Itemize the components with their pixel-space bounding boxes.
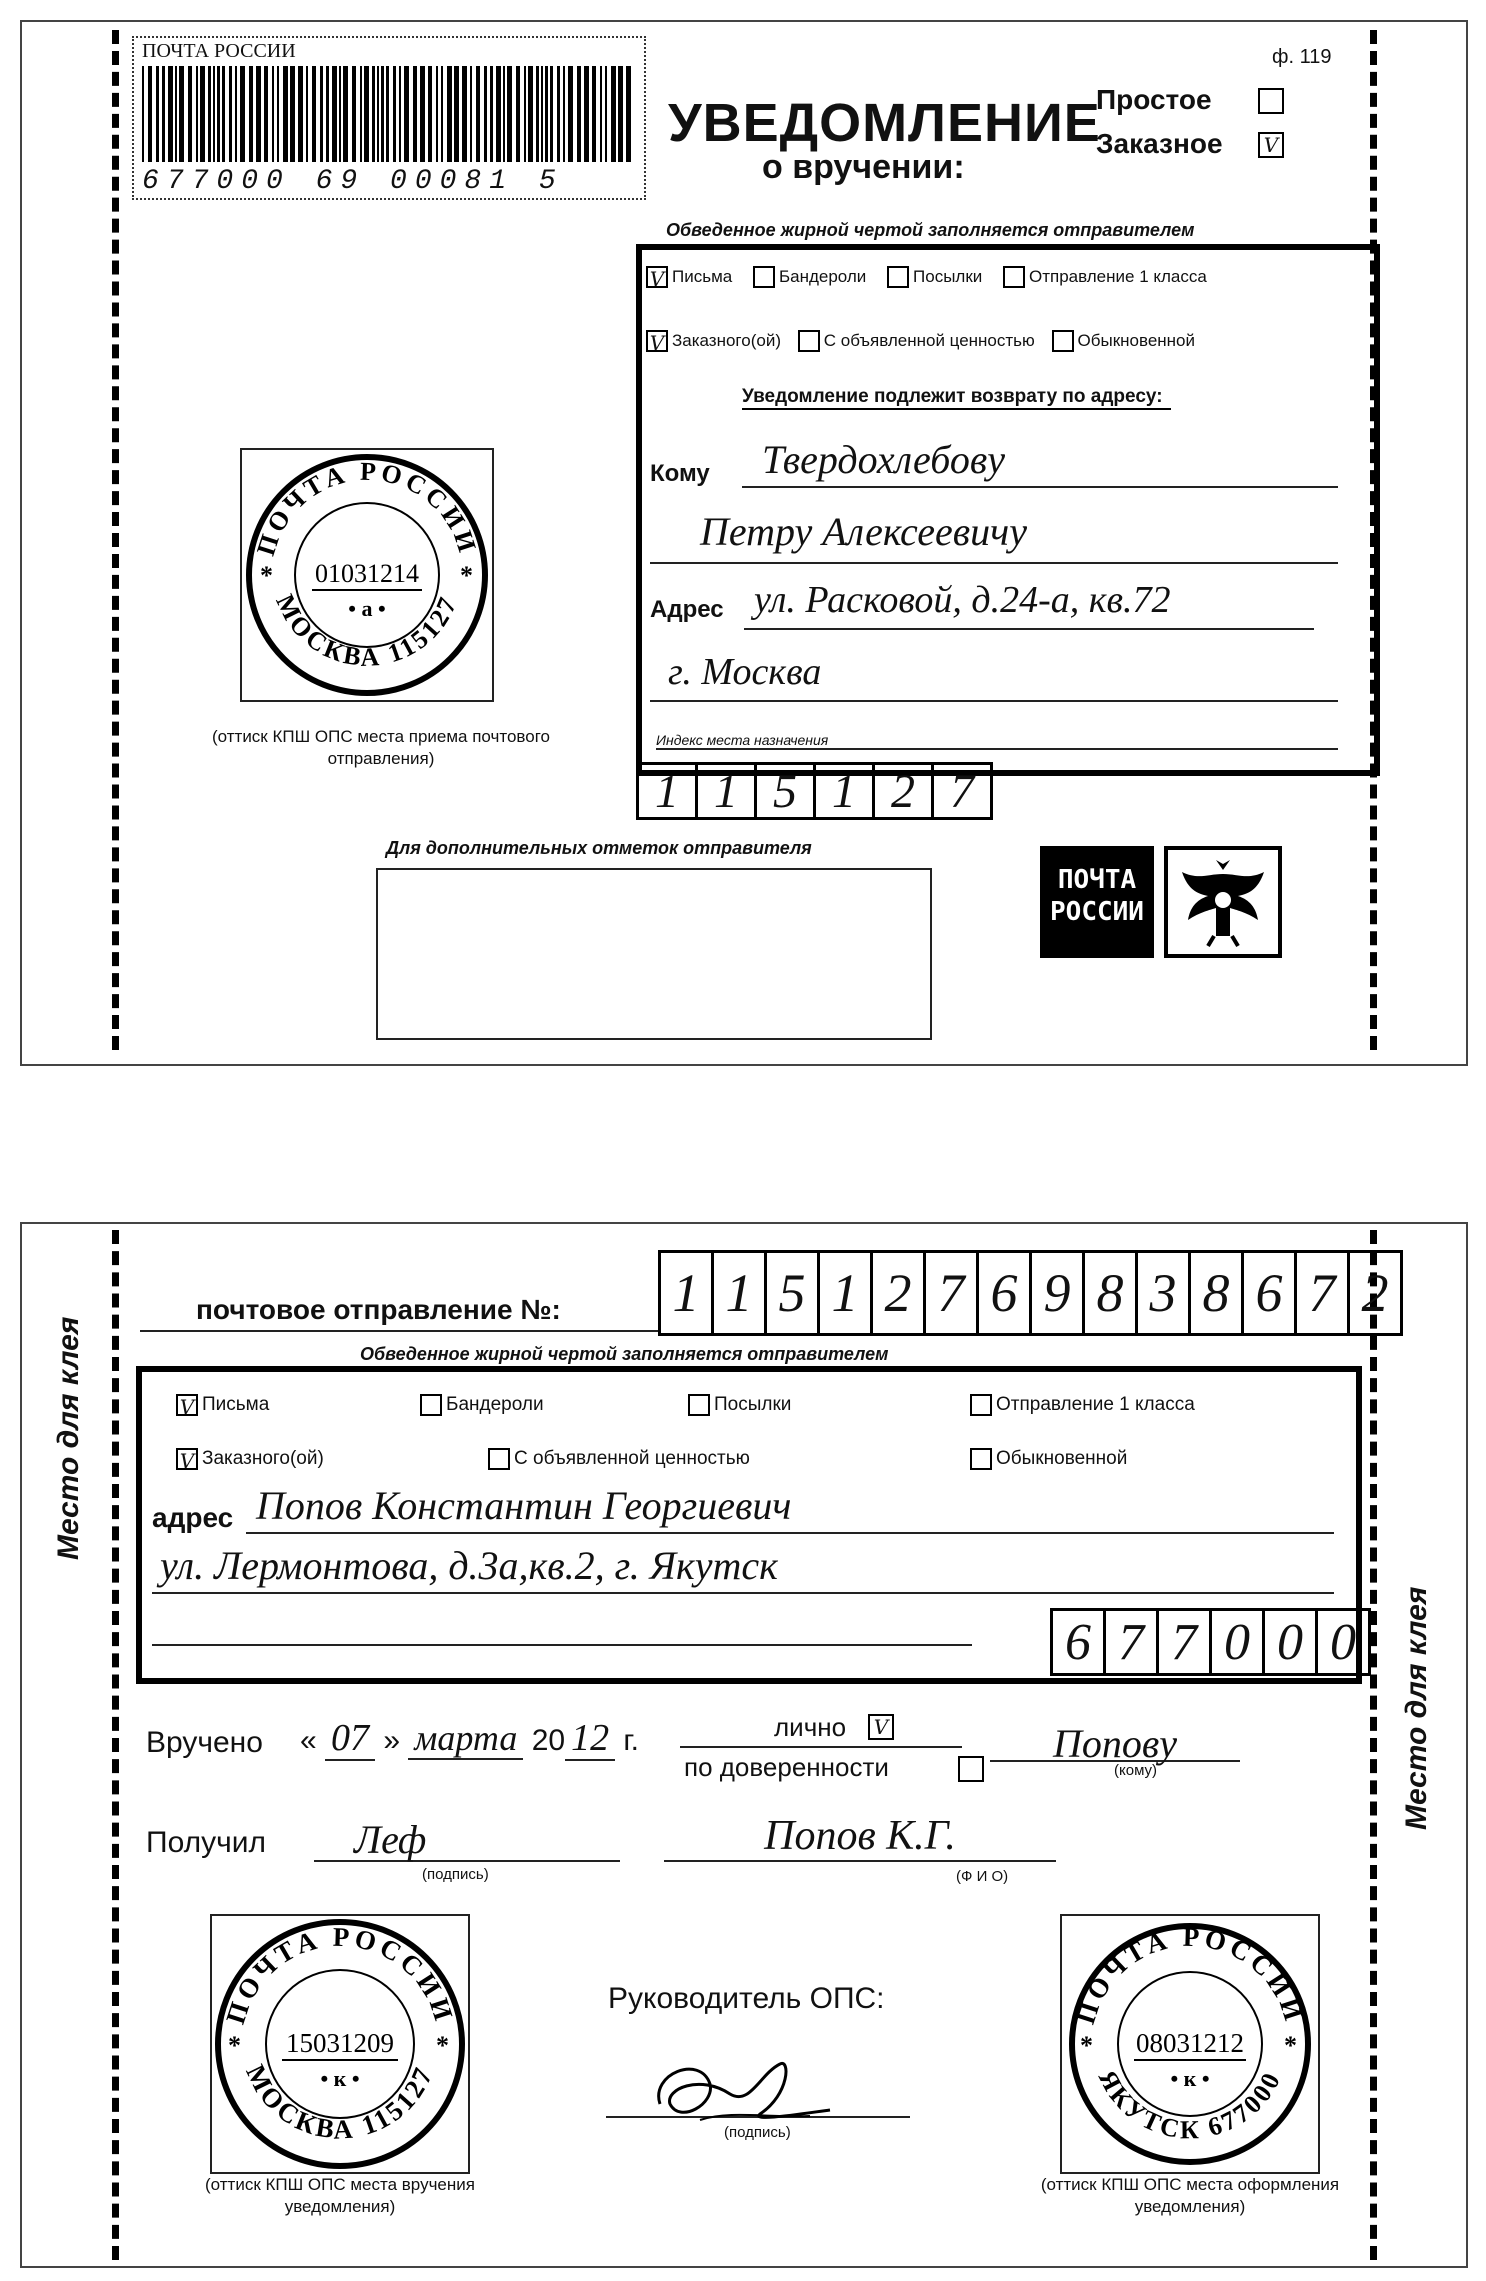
stamp-acceptance-code: • а • xyxy=(348,596,386,621)
barcode-bar xyxy=(229,66,232,162)
stamp-acceptance-caption: (оттиск КПШ ОПС места приема почтового отправления) xyxy=(212,727,550,768)
notice-subtitle: о вручении: xyxy=(762,148,965,186)
stamp-delivery-top: ПОЧТА РОССИИ xyxy=(220,1921,460,2028)
kind-checkbox-ordinary[interactable] xyxy=(1052,330,1074,352)
barcode-bar xyxy=(381,66,384,162)
to-label: Кому xyxy=(650,460,710,487)
post-logo xyxy=(1040,846,1154,958)
svg-text:*: * xyxy=(1284,2031,1297,2060)
stamp-acceptance-bottom: МОСКВА 115127 xyxy=(270,589,464,673)
stamp-formation-caption: (оттиск КПШ ОПС места оформления уведомления) xyxy=(1040,2175,1340,2216)
kind-checkbox-declared-value[interactable] xyxy=(798,330,820,352)
address-line2-field[interactable] xyxy=(650,650,1338,702)
left-fold-line-2 xyxy=(112,1230,119,2260)
digit-box: 7 xyxy=(1297,1250,1350,1336)
to-line1: Твердохлебову xyxy=(762,437,1005,482)
barcode-bar xyxy=(484,66,487,162)
digit-box: 2 xyxy=(875,762,934,820)
digit-box: 1 xyxy=(658,1250,714,1336)
digit-box: 6 xyxy=(1050,1608,1106,1676)
stamp-delivery-graphic xyxy=(212,1916,468,2172)
digit-box: 5 xyxy=(757,762,816,820)
barcode-bar xyxy=(277,66,279,162)
barcode-bar xyxy=(399,66,401,162)
barcode-bar xyxy=(618,66,623,162)
kind2-label-registered: Заказного(ой) xyxy=(202,1448,324,1469)
barcode-bar xyxy=(264,66,268,162)
svg-text:*: * xyxy=(228,2031,241,2060)
item-label-first-class: Отправление 1 класса xyxy=(1029,267,1207,286)
barcode-bar xyxy=(386,66,389,162)
delivered-year[interactable]: 12 xyxy=(565,1717,615,1761)
right-fold-line-2 xyxy=(1370,1230,1377,2260)
eagle-icon xyxy=(1168,850,1278,954)
barcode-bar xyxy=(196,66,198,162)
barcode-bar xyxy=(490,66,493,162)
by-proxy-label: по доверенности xyxy=(684,1752,889,1782)
recipient-field[interactable] xyxy=(990,1720,1240,1766)
kind2-checkbox-declared-value[interactable] xyxy=(488,1448,510,1470)
barcode-bar xyxy=(470,66,472,162)
svg-text:*: * xyxy=(260,561,273,590)
kind-label-declared-value: С объявленной ценностью xyxy=(823,331,1035,350)
digit-box: 8 xyxy=(1191,1250,1244,1336)
item2-checkbox-printed[interactable] xyxy=(420,1394,442,1416)
digit-box: 1 xyxy=(636,762,698,820)
barcode-bar xyxy=(208,66,211,162)
barcode-bar xyxy=(545,66,548,162)
barcode-bar xyxy=(550,66,553,162)
shipment-label: почтовое отправление №: xyxy=(196,1294,561,1325)
digit-box: 7 xyxy=(1106,1608,1159,1676)
barcode-bar xyxy=(377,66,379,162)
digit-box: 1 xyxy=(714,1250,767,1336)
address-label: Адрес xyxy=(650,596,724,623)
digit-box: 2 xyxy=(1350,1250,1403,1336)
item2-label-packages: Посылки xyxy=(714,1394,792,1415)
received-label: Получил xyxy=(146,1826,266,1859)
fio-hint: (Ф И О) xyxy=(956,1868,1009,1885)
personally-checkbox[interactable]: V xyxy=(868,1714,894,1740)
glue-label-right: Место для клея xyxy=(1400,1586,1433,1830)
sender-fill-box xyxy=(636,244,1380,776)
type-registered-checkbox[interactable]: V xyxy=(1258,132,1284,158)
year-suffix: г. xyxy=(623,1724,640,1757)
barcode-bar xyxy=(503,66,505,162)
barcode-bar xyxy=(413,66,417,162)
delivered-month[interactable]: марта xyxy=(408,1718,523,1760)
stamp-delivery-code: • к • xyxy=(320,2066,360,2091)
barcode-bar xyxy=(584,66,589,162)
barcode-bar xyxy=(428,66,432,162)
digit-box: 6 xyxy=(979,1250,1032,1336)
barcode-bar xyxy=(217,66,220,162)
barcode-bar xyxy=(200,66,205,162)
sender-note: Обведенное жирной чертой заполняется отправителем xyxy=(666,220,1195,240)
barcode-bar xyxy=(393,66,396,162)
barcode-bar xyxy=(441,66,443,162)
digit-box: 1 xyxy=(820,1250,873,1336)
barcode-bar xyxy=(175,66,177,162)
barcode-bar xyxy=(283,66,288,162)
quote-close: » xyxy=(383,1724,401,1757)
kind2-checkbox-registered[interactable]: V xyxy=(176,1448,198,1470)
barcode-bar xyxy=(528,66,533,162)
to-line2: Петру Алексеевичу xyxy=(700,509,1027,554)
kinds-row xyxy=(646,330,1196,355)
addr2-line1: Попов Константин Георгиевич xyxy=(256,1483,792,1528)
svg-text:ПОЧТА РОССИИ xyxy=(1070,1922,1310,2028)
item2-label-printed: Бандероли xyxy=(446,1394,544,1415)
barcode-bar xyxy=(536,66,539,162)
barcode-bar xyxy=(592,66,596,162)
digit-box: 8 xyxy=(1085,1250,1138,1336)
head-label: Руководитель ОПС: xyxy=(608,1982,885,2015)
signature-hint: (подпись) xyxy=(422,1866,489,1883)
stamp-formation-date: 08031212 xyxy=(1136,2028,1244,2058)
kind2-checkbox-ordinary[interactable] xyxy=(970,1448,992,1470)
barcode-bar xyxy=(420,66,425,162)
shipment-underline xyxy=(140,1330,660,1332)
addr2-label: адрес xyxy=(152,1502,234,1533)
barcode-bar xyxy=(162,66,165,162)
delivered-day[interactable]: 07 xyxy=(325,1717,375,1761)
item-checkbox-first-class[interactable] xyxy=(1003,266,1025,288)
barcode-bar xyxy=(496,66,501,162)
barcode-bar xyxy=(541,66,543,162)
stamp-acceptance xyxy=(240,448,494,702)
address-line2: г. Москва xyxy=(668,651,822,693)
type-registered-label: Заказное xyxy=(1096,128,1223,159)
delivered-label: Вручено xyxy=(146,1726,263,1759)
barcode-bar xyxy=(256,66,261,162)
left-fold-line xyxy=(112,30,119,1050)
items-row xyxy=(646,266,1207,291)
kind-label-ordinary: Обыкновенной xyxy=(1077,331,1196,350)
barcode-bar xyxy=(148,66,152,162)
stamp-acceptance-top: ПОЧТА РОССИИ xyxy=(251,456,483,560)
received-name: Попов К.Г. xyxy=(764,1813,956,1859)
form-number: ф. 119 xyxy=(1272,46,1332,68)
barcode-bar xyxy=(332,66,337,162)
svg-text:*: * xyxy=(1080,2031,1093,2060)
barcode-bar xyxy=(462,66,467,162)
stamp-formation xyxy=(1060,1914,1320,2174)
barcode-bar xyxy=(557,66,560,162)
received-signature: Леф xyxy=(354,1817,427,1862)
svg-text:*: * xyxy=(436,2031,449,2060)
item-label-letters: Письма xyxy=(672,267,733,286)
type-simple-label: Простое xyxy=(1096,84,1212,115)
barcode-bar xyxy=(372,66,375,162)
addr2-line2: ул. Лермонтова, д.3а,кв.2, г. Якутск xyxy=(160,1543,778,1588)
digit-box: 7 xyxy=(1159,1608,1212,1676)
delivered-year-prefix: 20 xyxy=(531,1724,566,1757)
item2-label-letters: Письма xyxy=(202,1394,270,1415)
barcode-bar xyxy=(240,66,245,162)
barcode-bar xyxy=(156,66,159,162)
kind2-label-declared-value: С объявленной ценностью xyxy=(514,1448,750,1469)
eagle-emblem xyxy=(1164,846,1282,958)
additional-notes-label: Для дополнительных отметок отправителя xyxy=(386,838,812,858)
kind2-label-ordinary: Обыкновенной xyxy=(996,1448,1128,1469)
barcode-bar xyxy=(298,66,303,162)
stamp-acceptance-date: 01031214 xyxy=(315,559,419,588)
stamp-formation-graphic xyxy=(1062,1916,1318,2172)
proxy-separator xyxy=(680,1746,962,1748)
address-line1: ул. Расковой, д.24-а, кв.72 xyxy=(754,579,1171,621)
sender-note-2: Обведенное жирной чертой заполняется отправителем xyxy=(360,1344,889,1364)
barcode-number: 677000 69 00081 5 xyxy=(142,166,564,197)
barcode-bar xyxy=(290,66,295,162)
address-line1-field[interactable] xyxy=(744,578,1314,630)
index2-digits[interactable] xyxy=(1050,1608,1371,1670)
addr2-line3-field[interactable] xyxy=(152,1604,972,1646)
head-signature-hint: (подпись) xyxy=(724,2124,791,2141)
barcode-bar xyxy=(436,66,438,162)
kind-checkbox-registered[interactable]: V xyxy=(646,330,668,352)
barcode-bar xyxy=(454,66,459,162)
barcode-header: ПОЧТА РОССИИ xyxy=(142,40,296,62)
received-signature-field[interactable] xyxy=(314,1816,620,1862)
by-proxy-checkbox[interactable] xyxy=(958,1756,984,1782)
barcode-bar xyxy=(188,66,192,162)
item-checkbox-packages[interactable] xyxy=(887,266,909,288)
svg-text:ПОЧТА РОССИИ xyxy=(251,457,483,559)
recipient-dative: Попову xyxy=(1052,1721,1177,1766)
index-label: Индекс места назначения xyxy=(656,732,1338,750)
barcode-bar xyxy=(563,66,565,162)
barcode-bar xyxy=(352,66,356,162)
personally-label: лично xyxy=(774,1712,847,1742)
barcode-bar xyxy=(142,66,144,162)
barcode-bar xyxy=(611,66,616,162)
to-whom-hint: (кому) xyxy=(1114,1762,1158,1779)
barcode-bar xyxy=(600,66,602,162)
stamp-delivery-caption: (оттиск КПШ ОПС места вручения уведомления) xyxy=(205,2175,475,2216)
barcode-bar xyxy=(249,66,253,162)
stamp-formation-top: ПОЧТА РОССИИ xyxy=(1070,1921,1310,2028)
stamp-delivery-date: 15031209 xyxy=(286,2028,394,2058)
digit-box: 7 xyxy=(926,1250,979,1336)
stamp-formation-bottom: ЯКУТСК 677000 xyxy=(1092,2065,1288,2145)
post-logo-text: ПОЧТА РОССИИ xyxy=(1050,865,1144,927)
digit-box: 6 xyxy=(1244,1250,1297,1336)
addr2-line1-field[interactable] xyxy=(246,1482,1334,1534)
kind-label-registered: Заказного(ой) xyxy=(672,331,781,350)
item-checkbox-parcels[interactable] xyxy=(753,266,775,288)
barcode-bar xyxy=(577,66,581,162)
stamp-acceptance-graphic xyxy=(242,450,492,700)
barcode-bar xyxy=(168,66,173,162)
addr2-line2-field[interactable] xyxy=(152,1542,1334,1594)
stamp-delivery-bottom: МОСКВА 115127 xyxy=(240,2059,440,2145)
barcode-bar xyxy=(179,66,184,162)
barcode-bar xyxy=(626,66,631,162)
digit-box: 2 xyxy=(873,1250,926,1336)
item-checkbox-letters[interactable]: V xyxy=(646,266,668,288)
shipment-digits[interactable] xyxy=(658,1250,1403,1330)
digit-box: 1 xyxy=(816,762,875,820)
barcode-bar xyxy=(213,66,215,162)
type-simple-checkbox[interactable] xyxy=(1258,88,1284,114)
barcode-bar xyxy=(447,66,452,162)
notice-title: УВЕДОМЛЕНИЕ xyxy=(668,93,1101,153)
item2-label-first-class: Отправление 1 класса xyxy=(996,1394,1195,1415)
item2-checkbox-first-class[interactable] xyxy=(970,1394,992,1416)
stamp-delivery xyxy=(210,1914,470,2174)
svg-text:ПОЧТА РОССИИ xyxy=(220,1922,460,2028)
barcode-bar xyxy=(507,66,512,162)
index-digits[interactable] xyxy=(636,762,993,818)
item2-checkbox-letters[interactable]: V xyxy=(176,1394,198,1416)
digit-box: 0 xyxy=(1265,1608,1318,1676)
barcode-block xyxy=(132,36,646,200)
svg-text:*: * xyxy=(460,561,473,590)
barcode-bar xyxy=(326,66,329,162)
barcode-bar xyxy=(339,66,341,162)
barcode-bars xyxy=(142,66,632,166)
barcode-bar xyxy=(320,66,323,162)
stamp-formation-code: • к • xyxy=(1170,2066,1210,2091)
item-label-printed: Бандероли xyxy=(778,267,867,286)
quote-open: « xyxy=(300,1724,317,1757)
barcode-bar xyxy=(235,66,237,162)
return-note: Уведомление подлежит возврату по адресу: xyxy=(742,386,1171,410)
barcode-bar xyxy=(605,66,607,162)
barcode-bar xyxy=(360,66,362,162)
delivered-date xyxy=(300,1716,639,1760)
barcode-bar xyxy=(272,66,274,162)
received-name-field[interactable] xyxy=(664,1812,1056,1862)
digit-box: 0 xyxy=(1318,1608,1371,1676)
barcode-bar xyxy=(404,66,409,162)
barcode-bar xyxy=(222,66,225,162)
digit-box: 1 xyxy=(698,762,757,820)
item-label-packages: Посылки xyxy=(913,267,983,286)
barcode-bar xyxy=(568,66,573,162)
barcode-bar xyxy=(476,66,480,162)
barcode-bar xyxy=(312,66,316,162)
digit-box: 9 xyxy=(1032,1250,1085,1336)
to-line2-field[interactable] xyxy=(650,508,1338,564)
barcode-bar xyxy=(343,66,348,162)
barcode-bar xyxy=(524,66,526,162)
additional-notes-field[interactable] xyxy=(376,868,932,1040)
barcode-bar xyxy=(364,66,369,162)
barcode-bar xyxy=(306,66,308,162)
digit-box: 5 xyxy=(767,1250,820,1336)
item2-checkbox-packages[interactable] xyxy=(688,1394,710,1416)
digit-box: 3 xyxy=(1138,1250,1191,1336)
digit-box: 0 xyxy=(1212,1608,1265,1676)
digit-box: 7 xyxy=(934,762,993,820)
to-line1-field[interactable] xyxy=(742,436,1338,488)
barcode-bar xyxy=(516,66,520,162)
